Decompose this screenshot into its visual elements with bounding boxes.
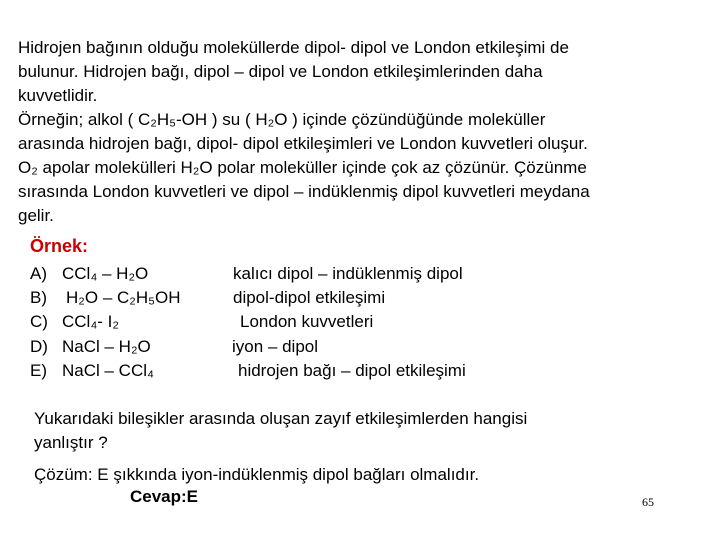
- paragraph-line: bulunur. Hidrojen bağı, dipol – dipol ve London etkileşimlerinden daha: [18, 62, 543, 81]
- option-interaction: iyon – dipol: [232, 337, 319, 356]
- paragraph-line: kuvvetlidir.: [18, 86, 98, 105]
- paragraph-line: arasında hidrojen bağı, dipol- dipol etkileşimleri ve London kuvvetleri oluşur.: [18, 134, 588, 153]
- example-title: Örnek:: [30, 236, 89, 256]
- option-compounds: CCl₄- I₂: [62, 312, 119, 331]
- option-compounds: CCl₄ – H₂O: [62, 264, 149, 283]
- page-number: 65: [642, 495, 654, 509]
- question-line: yanlıştır ?: [34, 433, 108, 452]
- option-label: E): [30, 361, 47, 380]
- option-label: D): [30, 337, 48, 356]
- paragraph-line: Örneğin; alkol ( C₂H₅-OH ) su ( H₂O ) içinde çözündüğünde moleküller: [18, 110, 546, 129]
- option-compounds: NaCl – CCl₄: [62, 361, 154, 380]
- solution-text: Çözüm: E şıkkında iyon-indüklenmiş dipol bağları olmalıdır.: [34, 465, 480, 484]
- paragraph-line: sırasında London kuvvetleri ve dipol – indüklenmiş dipol kuvvetleri meydana: [18, 182, 590, 201]
- option-compounds: NaCl – H₂O: [62, 337, 151, 356]
- option-label: B): [30, 288, 47, 307]
- option-interaction: kalıcı dipol – indüklenmiş dipol: [233, 264, 463, 283]
- option-interaction: hidrojen bağı – dipol etkileşimi: [238, 361, 466, 380]
- option-label: A): [30, 264, 47, 283]
- option-label: C): [30, 312, 48, 331]
- question-line: Yukarıdaki bileşikler arasında oluşan zayıf etkileşimlerden hangisi: [34, 409, 528, 428]
- paragraph-line: Hidrojen bağının olduğu moleküllerde dipol- dipol ve London etkileşimi de: [18, 38, 569, 57]
- answer-text: Cevap:E: [130, 487, 199, 506]
- paragraph-line: gelir.: [18, 206, 54, 225]
- explanation-paragraph: [18, 36, 688, 228]
- option-interaction: London kuvvetleri: [240, 312, 374, 331]
- question-text: [34, 407, 674, 455]
- option-compounds: H₂O – C₂H₅OH: [66, 288, 181, 307]
- paragraph-line: O₂ apolar molekülleri H₂O polar moleküller içinde çok az çözünür. Çözünme: [18, 158, 587, 177]
- option-interaction: dipol-dipol etkileşimi: [233, 288, 386, 307]
